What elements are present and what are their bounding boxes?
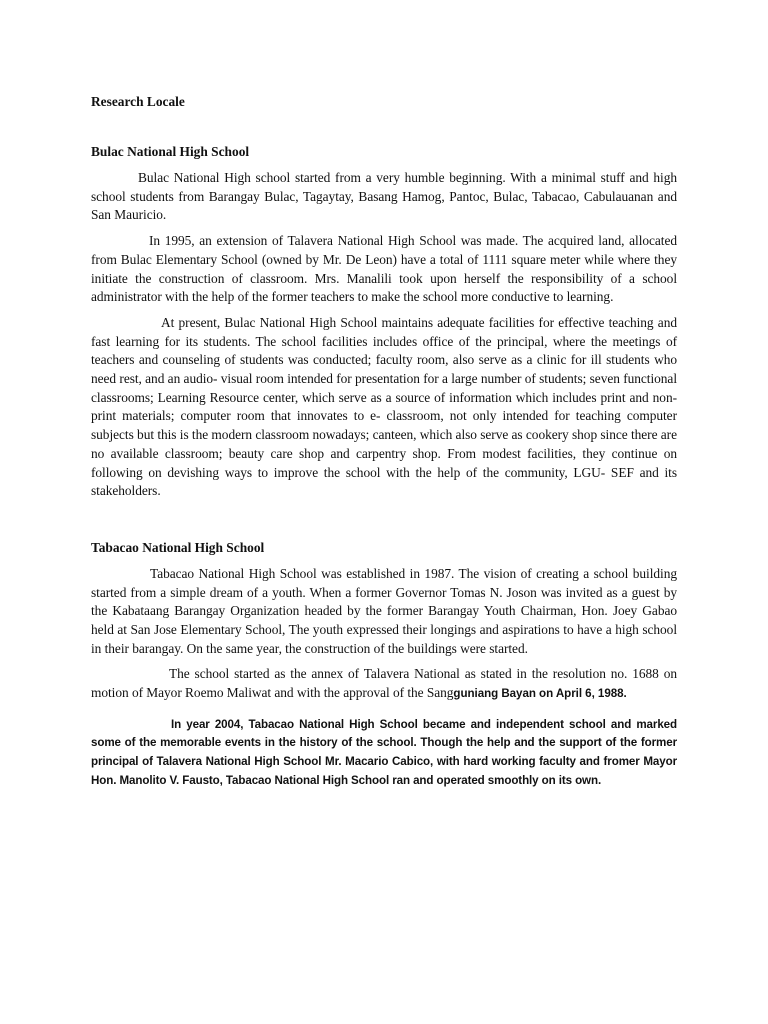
bulac-paragraph-2: In 1995, an extension of Talavera National High School was made. The acquired land, allocated from Bulac Elementary School (owned by Mr. De Leon) have a total of 1111 square meter while where they initiate the construction of classroom. Mrs. Manalili took upon herself the responsibility of a school administrator with the help of the former teachers to make the school more conductive to learning. xyxy=(91,233,677,305)
section-title: Research Locale xyxy=(91,94,185,109)
tabacao-paragraph-2-date: guniang Bayan on April 6, 1988. xyxy=(453,687,627,701)
tabacao-paragraph-3: In year 2004, Tabacao National High School became and independent school and marked some of the memorable events in the history of the school. Though the help and the support of the former principal of Talavera National High School Mr. Macario Cabico, with hard working faculty and fromer Mayor Hon. Manolito V. Fausto, Tabacao National High School ran and operated smoothly on its own. xyxy=(91,717,677,787)
tabacao-paragraph-1: Tabacao National High School was established in 1987. The vision of creating a school building started from a simple dream of a youth. When a former Governor Tomas N. Joson was invited as a guest by the Kabataang Barangay Organization headed by the former Barangay Youth Chairman, Hon. Joey Gabao held at San Jose Elementary School, The youth expressed their longings and aspirations to have a high school in their barangay. On the same year, the construction of the buildings were started. xyxy=(91,565,677,656)
document-page xyxy=(91,93,677,790)
bulac-paragraph-1: Bulac National High school started from a very humble beginning. With a minimal stuff and high school students from Barangay Bulac, Tagaytay, Basang Hamog, Pantoc, Bulac, Tabacao, Cabulauanan and San Mauricio. xyxy=(91,170,677,223)
tabacao-paragraph-2 xyxy=(91,665,677,703)
tabacao-heading: Tabacao National High School xyxy=(91,539,265,555)
tabacao-paragraph-2-text: The school started as the annex of Talavera National as stated in the resolution no. 1688 on motion of Mayor Roemo Maliwat and with the approval of the Sang xyxy=(91,666,677,701)
bulac-paragraph-3: At present, Bulac National High School maintains adequate facilities for effective teaching and fast learning for its students. The school facilities includes office of the principal, where the meetings of teachers and counseling of students was conducted; faculty room, also serve as a clinic for ill students who need rest, and an audio- visual room intended for presentation for a large number of students; seven functional classrooms; Learning Resource center, which serve as a source of information which includes print and non- print materials; computer room that innovates to e- classroom, not only intended for teaching computer subjects but this is the modern classroom nowadays; canteen, which also serve as cookery shop since there are no available classroom; beauty care shop and carpentry shop. From modest facilities, they continue on following on devishing ways to improve the school with the help of the community, LGU- SEF and its stakeholders. xyxy=(91,314,677,499)
bulac-heading: Bulac National High School xyxy=(91,144,250,159)
